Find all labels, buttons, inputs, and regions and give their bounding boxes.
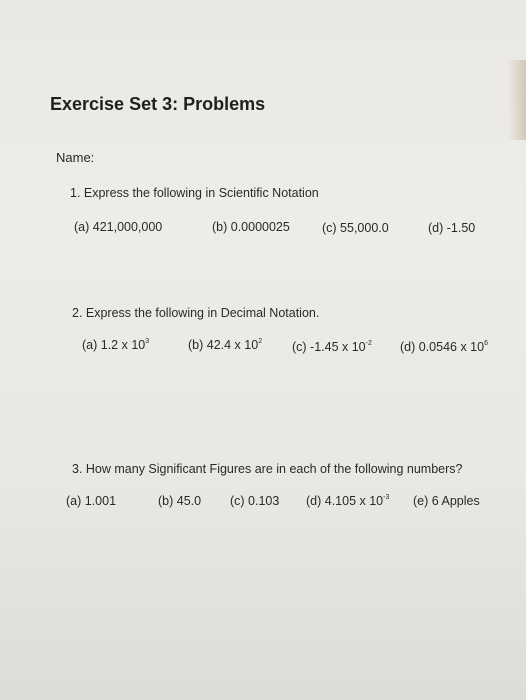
page-edge-shadow xyxy=(508,60,526,140)
q1-option-a: (a) 421,000,000 xyxy=(74,220,163,234)
q2-option-c: (c) -1.45 x $10^{-2}$ xyxy=(292,340,372,354)
name-label: Name: xyxy=(56,150,95,165)
q3-option-c: (c) 0.103 xyxy=(230,494,280,508)
q2-option-d: (d) 0.0546 x $10^6$ xyxy=(400,340,488,354)
q1-option-d: (d) -1.50 xyxy=(428,221,476,235)
q3-option-a: (a) 1.001 xyxy=(66,494,117,508)
q3-option-e: (e) 6 Apples xyxy=(413,494,480,508)
q1-option-b: (b) 0.0000025 xyxy=(212,220,290,234)
q1-option-c: (c) 55,000.0 xyxy=(322,221,389,235)
q2-option-b: (b) 42.4 x $10^2$ xyxy=(188,338,263,352)
page-title: Exercise Set 3: Problems xyxy=(50,94,266,114)
q3-option-d: (d) 4.105 x $10^{-3}$ xyxy=(306,494,390,508)
question-3-prompt: 3. How many Significant Figures are in each of the following numbers? xyxy=(72,462,463,476)
q3-option-b: (b) 45.0 xyxy=(158,494,202,508)
question-1-prompt: 1. Express the following in Scientific Notation xyxy=(70,186,319,200)
q2-option-a: (a) 1.2 x $10^3$ xyxy=(82,338,150,352)
question-2-prompt: 2. Express the following in Decimal Notation. xyxy=(72,306,320,320)
